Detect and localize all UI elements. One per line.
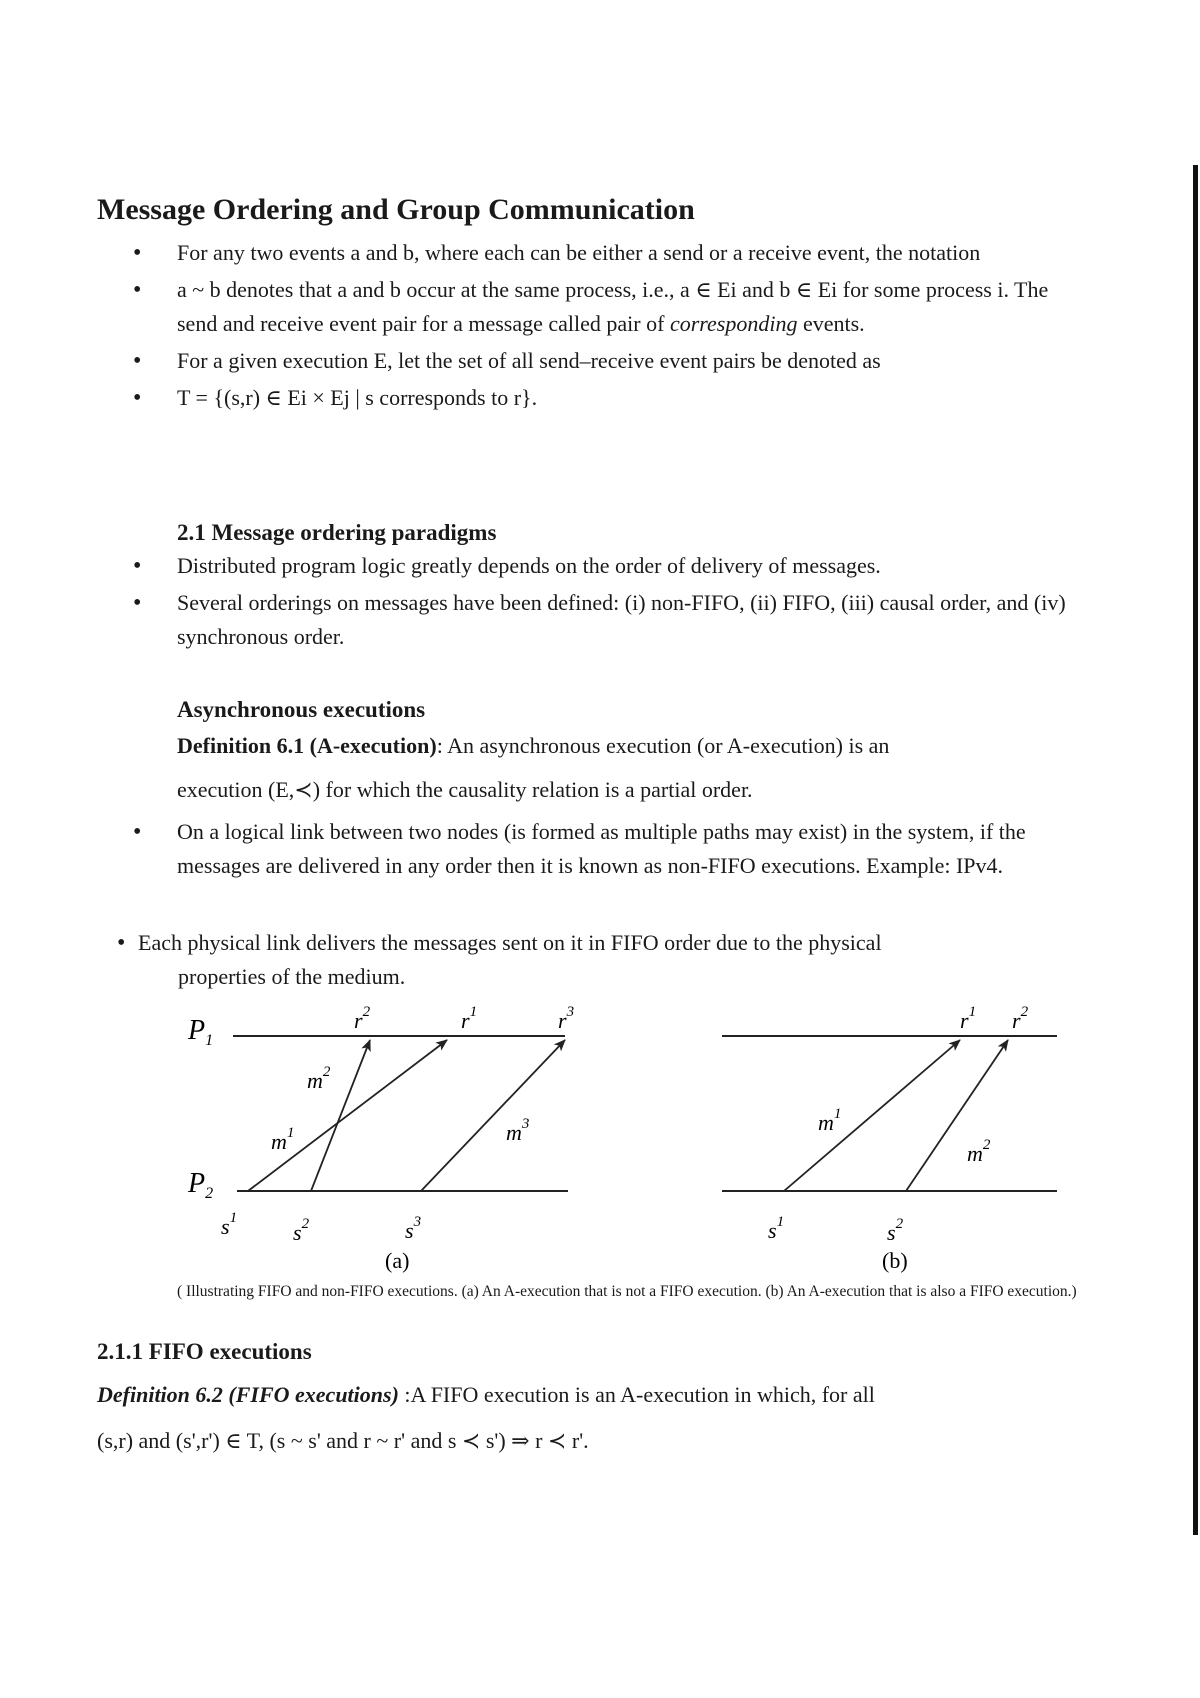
bullet-text: For a given execution E, let the set of all send–receive event pairs be denoted as [177, 348, 881, 373]
p1-label: $P_1$ [188, 1015, 214, 1049]
s1-label-b: $s^1$ [768, 1214, 785, 1243]
bullet-text-continued: properties of the medium. [178, 964, 406, 989]
definition-text: : An asynchronous execution (or A-execution) is an [436, 733, 890, 758]
definition-label: Definition 6.2 (FIFO executions) [97, 1382, 399, 1407]
bullet-text: Distributed program logic greatly depends on the order of delivery of messages. [177, 553, 881, 578]
message-m1-arrow-b [784, 1040, 960, 1191]
bullet-text: T = {(s,r) ∈ Ei × Ej | s corresponds to r}. [177, 385, 538, 410]
s3-label-a: $s^3$ [405, 1214, 422, 1243]
emphasis-text: corresponding [669, 311, 798, 336]
m1-label-a: $m^1$ [271, 1125, 295, 1154]
m2-label-b: $m^2$ [967, 1137, 991, 1166]
section-heading-2-1: 2.1 Message ordering paradigms [177, 520, 497, 545]
s2-label-a: $s^2$ [293, 1216, 310, 1245]
s1-label-a: $s^1$ [221, 1210, 238, 1239]
definition-label: Definition 6.1 (A-execution) [177, 733, 437, 758]
diagram-a-label: (a) [385, 1248, 410, 1273]
page-title: Message Ordering and Group Communication [97, 193, 695, 226]
r1-label-a: $r^1$ [461, 1004, 478, 1033]
async-heading: Asynchronous executions [177, 697, 426, 722]
section-heading-2-1-1: 2.1.1 FIFO executions [97, 1339, 312, 1364]
definition-6-1-continued: execution (E,≺) for which the causality relation is a partial order. [177, 777, 753, 802]
m2-label-a: $m^2$ [307, 1064, 331, 1093]
p2-label: $P_2$ [188, 1168, 214, 1202]
r2-label-b: $r^2$ [1012, 1004, 1029, 1033]
diagram-b-label: (b) [882, 1248, 908, 1273]
message-m2-arrow-b [906, 1040, 1008, 1191]
message-m1-arrow [248, 1040, 447, 1191]
bullet-text: a ~ b denotes that a and b occur at the same process, i.e., a ∈ Ei and b ∈ Ei for some process i. The send and receive event pair for a message called pair of [177, 277, 1049, 336]
bullet-text: On a logical link between two nodes (is formed as multiple paths may exist) in the system, if the messages are delivered in any order then it is known as non-FIFO executions. Example: IPv4. [177, 819, 1026, 878]
message-m3-arrow [421, 1040, 565, 1191]
r1-label-b: $r^1$ [960, 1004, 977, 1033]
r2-label-a: $r^2$ [354, 1004, 371, 1033]
figure-caption: ( Illustrating FIFO and non-FIFO executions. (a) An A-execution that is not a FIFO execution. (b) An A-execution that is also a FIFO execution.) [177, 1283, 1077, 1300]
r3-label-a: $r^3$ [558, 1004, 575, 1033]
definition-6-2 [97, 1372, 1097, 1464]
m3-label-a: $m^3$ [506, 1116, 530, 1145]
bullet-text-tail: events. [802, 311, 865, 336]
s2-label-b: $s^2$ [887, 1216, 904, 1245]
definition-text: :A FIFO execution is an A-execution in which, for all [398, 1382, 875, 1407]
definition-text-continued: (s,r) and (s',r') ∈ T, (s ~ s' and r ~ r' and s ≺ s') ⇒ r ≺ r'. [97, 1428, 589, 1453]
bullet-text: Several orderings on messages have been defined: (i) non-FIFO, (ii) FIFO, (iii) causal order, and (iv) synchronous order. [177, 590, 1066, 649]
bullet-text: For any two events a and b, where each can be either a send or a receive event, the notation [177, 240, 981, 265]
diagram-a [187, 1004, 574, 1273]
bullet-text: Each physical link delivers the messages sent on it in FIFO order due to the physical [138, 930, 882, 955]
diagram-b [722, 1004, 1057, 1273]
message-m2-arrow [311, 1040, 370, 1191]
m1-label-b: $m^1$ [818, 1106, 842, 1135]
